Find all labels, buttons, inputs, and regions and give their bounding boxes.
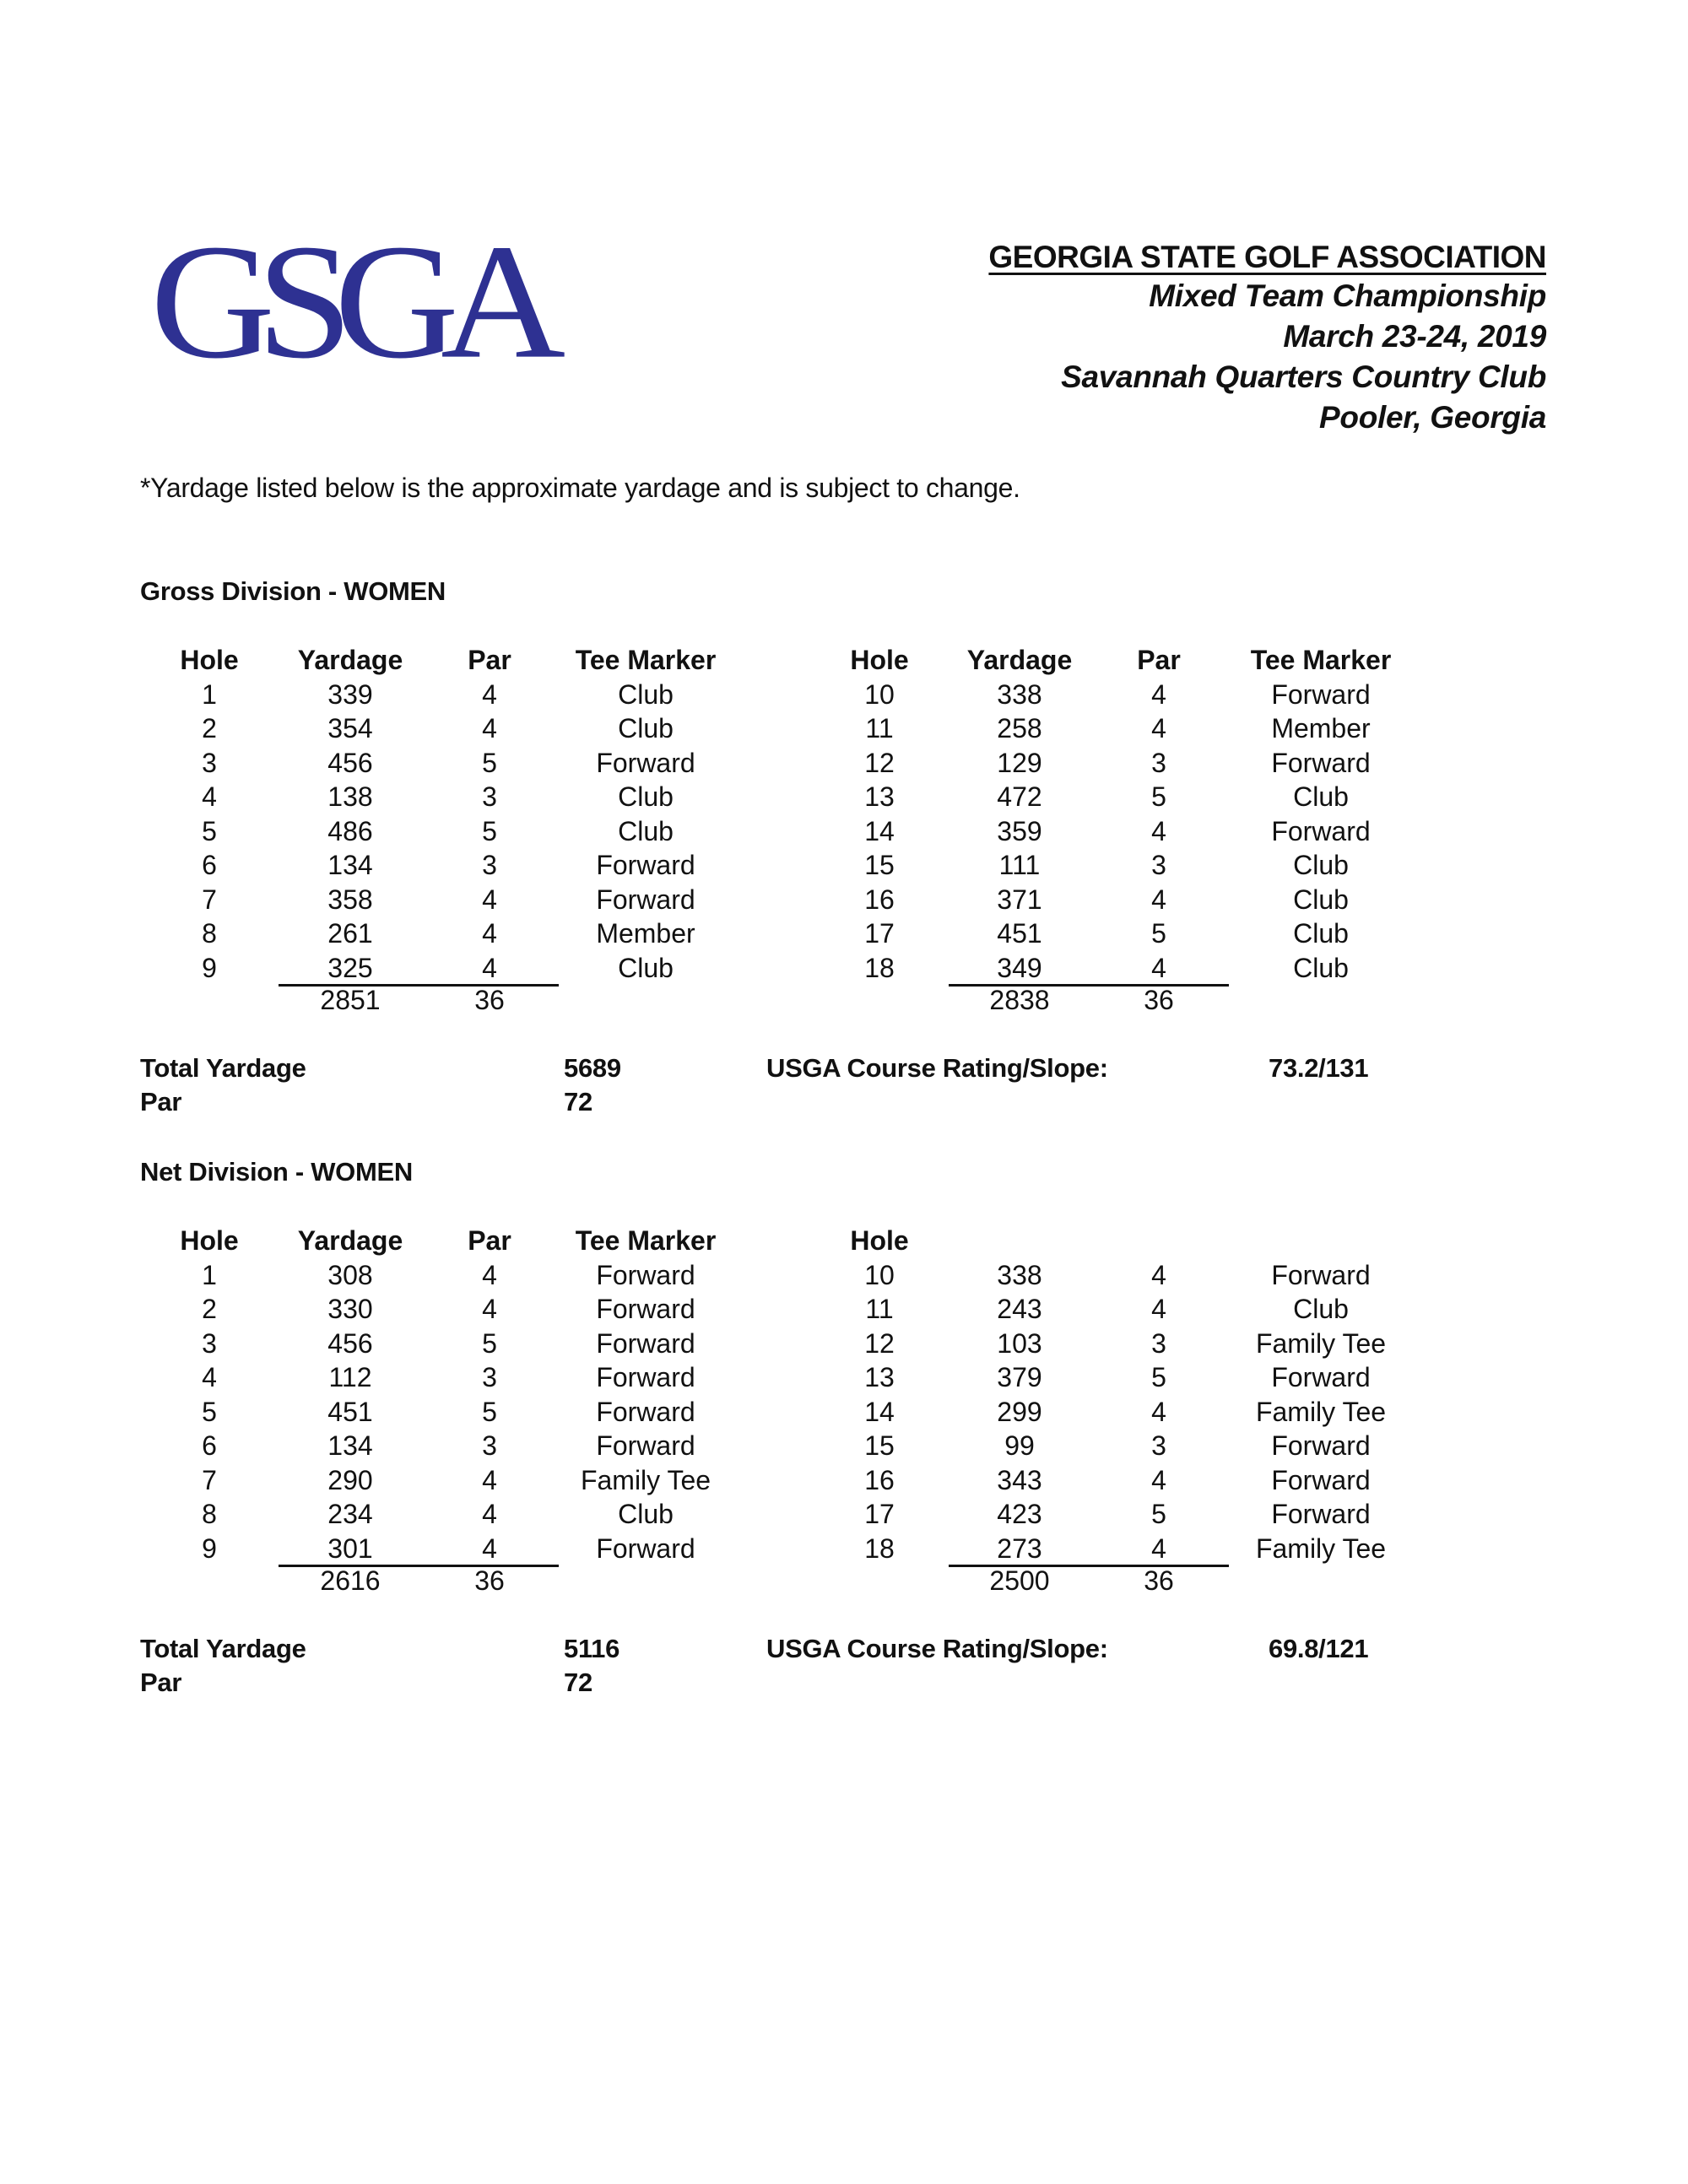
yardage-cell: 339	[327, 678, 373, 710]
hole-cell: 16	[864, 1464, 895, 1495]
tee-marker-cell: Forward	[1271, 1499, 1371, 1529]
par-cell: 4	[1151, 884, 1166, 915]
tee-marker-cell: Family Tee	[1255, 1396, 1387, 1427]
hole-cell: 12	[864, 747, 895, 778]
yardage-cell: 99	[1004, 1430, 1035, 1461]
yardage-cell: 234	[327, 1499, 373, 1529]
par-cell: 4	[482, 918, 497, 949]
tee-marker-cell: Club	[618, 815, 674, 846]
hole-cell: 11	[865, 713, 894, 743]
tee-marker-cell: Forward	[596, 747, 695, 778]
net-summary	[0, 1634, 1688, 1710]
hole-cell: 1	[202, 678, 217, 710]
par-cell: 5	[1151, 918, 1166, 949]
header-par: Par	[468, 1225, 511, 1256]
par-cell: 3	[482, 1362, 497, 1392]
yardage-cell: 134	[327, 850, 373, 880]
table-row	[0, 1463, 1688, 1498]
yardage-cell: 134	[327, 1430, 373, 1461]
total-yardage-label: Total Yardage	[140, 1053, 306, 1083]
tee-marker-cell: Forward	[596, 1327, 695, 1359]
hole-cell: 4	[202, 1362, 217, 1392]
hole-cell: 13	[864, 1362, 895, 1392]
course-rating-value: 69.8/121	[1269, 1634, 1369, 1663]
par-cell: 4	[1151, 713, 1166, 743]
par-cell: 4	[482, 1499, 497, 1529]
yardage-cell: 129	[997, 747, 1042, 778]
tee-marker-cell: Forward	[1271, 1259, 1371, 1290]
header-tee-marker: Tee Marker	[575, 645, 717, 675]
tee-marker-cell: Forward	[596, 1362, 695, 1392]
tee-marker-cell: Club	[618, 678, 674, 710]
total-yardage-label: Total Yardage	[140, 1634, 306, 1663]
header-yardage: Yardage	[297, 1225, 403, 1256]
par-cell: 3	[1151, 850, 1166, 880]
yardage-cell: 456	[327, 1327, 373, 1359]
document-header	[988, 239, 1546, 438]
subtotal-yardage: 2851	[320, 985, 381, 1015]
table-row	[0, 1532, 1688, 1566]
par-cell: 4	[482, 1294, 497, 1324]
subtotal-par: 36	[474, 985, 505, 1015]
par-cell: 4	[1151, 952, 1166, 983]
hole-cell: 10	[864, 1259, 895, 1290]
par-cell: 4	[482, 678, 497, 710]
par-cell: 5	[1151, 1362, 1166, 1392]
yardage-cell: 371	[997, 884, 1042, 915]
par-cell: 4	[482, 1259, 497, 1290]
tee-marker-cell: Club	[1293, 1294, 1349, 1324]
par-cell: 4	[1151, 1533, 1166, 1564]
tee-marker-cell: Club	[1293, 884, 1349, 915]
tee-marker-cell: Member	[596, 918, 695, 949]
table-row	[0, 883, 1688, 917]
header-hole: Hole	[180, 645, 239, 675]
table-row	[0, 1258, 1688, 1293]
hole-cell: 8	[202, 1499, 217, 1529]
yardage-cell: 359	[997, 815, 1042, 846]
tee-marker-cell: Club	[618, 781, 674, 812]
yardage-cell: 338	[997, 1259, 1042, 1290]
tee-marker-cell: Forward	[1271, 1464, 1371, 1495]
tee-marker-cell: Forward	[596, 1294, 695, 1324]
course-rating-label: USGA Course Rating/Slope:	[766, 1634, 1108, 1663]
table-row	[0, 1360, 1688, 1395]
total-yardage-value: 5116	[564, 1634, 620, 1663]
venue-name: Savannah Quarters Country Club	[1061, 359, 1546, 394]
yardage-cell: 354	[327, 713, 373, 743]
par-cell: 3	[482, 1430, 497, 1461]
hole-cell: 7	[202, 1464, 217, 1495]
yardage-cell: 472	[997, 781, 1042, 812]
tee-marker-cell: Forward	[596, 1259, 695, 1290]
table-row	[0, 780, 1688, 814]
subtotal-par: 36	[474, 1565, 505, 1596]
tee-marker-cell: Forward	[1271, 678, 1371, 710]
table-row	[0, 814, 1688, 849]
hole-cell: 9	[202, 952, 217, 983]
header-tee-marker: Tee Marker	[575, 1225, 717, 1256]
yardage-cell: 358	[327, 884, 373, 915]
yardage-cell: 103	[997, 1327, 1042, 1359]
event-name: Mixed Team Championship	[1149, 278, 1546, 313]
table-body	[0, 678, 1688, 986]
yardage-cell: 349	[997, 952, 1042, 983]
par-cell: 5	[482, 1327, 497, 1359]
par-cell: 4	[1151, 815, 1166, 846]
yardage-cell: 423	[997, 1499, 1042, 1529]
table-row	[0, 916, 1688, 951]
tee-marker-cell: Club	[618, 952, 674, 983]
organization-name: GEORGIA STATE GOLF ASSOCIATION	[988, 240, 1546, 274]
hole-cell: 6	[202, 850, 217, 880]
par-label: Par	[140, 1668, 182, 1697]
gross-summary	[0, 1053, 1688, 1129]
hole-cell: 17	[864, 1499, 895, 1529]
hole-cell: 15	[864, 850, 895, 880]
table-row	[0, 678, 1688, 712]
tee-marker-cell: Family Tee	[1255, 1533, 1387, 1564]
par-cell: 4	[1151, 1396, 1166, 1427]
tee-marker-cell: Club	[1293, 850, 1349, 880]
course-rating-value: 73.2/131	[1269, 1053, 1369, 1083]
hole-cell: 5	[202, 815, 217, 846]
par-value: 72	[564, 1668, 592, 1697]
table-row	[0, 1429, 1688, 1463]
hole-cell: 2	[202, 713, 217, 743]
tee-marker-cell: Forward	[596, 1430, 695, 1461]
tee-marker-cell: Forward	[596, 850, 695, 880]
tee-marker-cell: Forward	[1271, 1362, 1371, 1392]
tee-marker-cell: Forward	[596, 1396, 695, 1427]
hole-cell: 13	[864, 781, 895, 812]
hole-cell: 6	[202, 1430, 217, 1461]
yardage-disclaimer: *Yardage listed below is the approximate yardage and is subject to change.	[140, 473, 1020, 503]
yardage-cell: 243	[997, 1294, 1042, 1324]
hole-cell: 8	[202, 918, 217, 949]
yardage-cell: 301	[327, 1533, 373, 1564]
yardage-cell: 112	[328, 1362, 372, 1392]
yardage-cell: 343	[997, 1464, 1042, 1495]
par-cell: 4	[482, 1464, 497, 1495]
hole-cell: 18	[864, 1533, 895, 1564]
par-cell: 4	[482, 1533, 497, 1564]
hole-cell: 3	[202, 747, 217, 778]
table-row	[0, 746, 1688, 781]
header-yardage: Yardage	[966, 645, 1073, 675]
par-label: Par	[140, 1087, 182, 1116]
yardage-cell: 330	[327, 1294, 373, 1324]
header-hole: Hole	[180, 1225, 239, 1256]
table-row	[0, 1327, 1688, 1361]
hole-cell: 11	[865, 1294, 894, 1324]
hole-cell: 16	[864, 884, 895, 915]
hole-cell: 1	[202, 1259, 217, 1290]
tee-marker-cell: Forward	[596, 884, 695, 915]
header-tee-marker: Tee Marker	[1250, 645, 1392, 675]
tee-marker-cell: Member	[1271, 713, 1371, 743]
par-cell: 4	[1151, 1294, 1166, 1324]
subtotal-yardage: 2500	[989, 1565, 1050, 1596]
par-cell: 3	[482, 781, 497, 812]
tee-marker-cell: Family Tee	[580, 1464, 711, 1495]
yardage-cell: 486	[327, 815, 373, 846]
hole-cell: 17	[864, 918, 895, 949]
table-header-row	[0, 1224, 1688, 1258]
hole-cell: 9	[202, 1533, 217, 1564]
hole-cell: 18	[864, 952, 895, 983]
table-row	[0, 1395, 1688, 1430]
hole-cell: 4	[202, 781, 217, 812]
hole-cell: 3	[202, 1327, 217, 1359]
par-cell: 4	[482, 952, 497, 983]
table-header-row	[0, 643, 1688, 678]
subtotal-yardage: 2838	[989, 985, 1050, 1015]
par-cell: 3	[1151, 747, 1166, 778]
par-cell: 5	[1151, 1499, 1166, 1529]
table-row	[0, 1292, 1688, 1327]
hole-cell: 14	[864, 1396, 895, 1427]
total-yardage-value: 5689	[564, 1053, 621, 1083]
hole-cell: 14	[864, 815, 895, 846]
par-cell: 4	[1151, 1259, 1166, 1290]
hole-cell: 7	[202, 884, 217, 915]
tee-marker-cell: Forward	[1271, 815, 1371, 846]
par-cell: 5	[482, 1396, 497, 1427]
table-row	[0, 951, 1688, 986]
yardage-cell: 299	[997, 1396, 1042, 1427]
tee-marker-cell: Forward	[596, 1533, 695, 1564]
par-cell: 3	[1151, 1430, 1166, 1461]
yardage-cell: 138	[327, 781, 373, 812]
table-row	[0, 711, 1688, 746]
par-cell: 4	[482, 713, 497, 743]
yardage-cell: 451	[997, 918, 1042, 949]
yardage-cell: 338	[997, 678, 1042, 710]
yardage-cell: 451	[327, 1396, 373, 1427]
event-dates: March 23-24, 2019	[1283, 319, 1546, 354]
par-cell: 3	[1151, 1327, 1166, 1359]
tee-marker-cell: Club	[1293, 781, 1349, 812]
hole-cell: 2	[202, 1294, 217, 1324]
tee-marker-cell: Family Tee	[1255, 1327, 1387, 1359]
par-cell: 5	[1151, 781, 1166, 812]
gsga-logo: GSGA	[150, 210, 548, 393]
par-cell: 5	[482, 815, 497, 846]
yardage-cell: 308	[327, 1259, 373, 1290]
subtotal-par: 36	[1144, 1565, 1174, 1596]
par-cell: 5	[482, 747, 497, 778]
yardage-cell: 261	[327, 918, 373, 949]
tee-marker-cell: Club	[618, 1499, 674, 1529]
subtotal-yardage: 2616	[320, 1565, 381, 1596]
yardage-cell: 273	[997, 1533, 1042, 1564]
yardage-cell: 456	[327, 747, 373, 778]
par-cell: 4	[1151, 1464, 1166, 1495]
subtotal-row	[0, 1564, 1688, 1598]
yardage-cell: 258	[997, 713, 1042, 743]
venue-location: Pooler, Georgia	[1319, 400, 1546, 435]
header-hole: Hole	[850, 645, 909, 675]
header-yardage: Yardage	[297, 645, 403, 675]
gross-division-title: Gross Division - WOMEN	[140, 576, 446, 606]
par-cell: 3	[482, 850, 497, 880]
par-cell: 4	[1151, 678, 1166, 710]
header-par: Par	[468, 645, 511, 675]
subtotal-row	[0, 983, 1688, 1018]
tee-marker-cell: Club	[1293, 952, 1349, 983]
yardage-cell: 111	[998, 850, 1041, 880]
table-row	[0, 1497, 1688, 1532]
yardage-cell: 325	[327, 952, 373, 983]
par-value: 72	[564, 1087, 592, 1116]
subtotal-par: 36	[1144, 985, 1174, 1015]
table-body	[0, 1258, 1688, 1566]
hole-cell: 12	[864, 1327, 895, 1359]
tee-marker-cell: Club	[1293, 918, 1349, 949]
par-cell: 4	[482, 884, 497, 915]
header-hole: Hole	[850, 1225, 909, 1256]
hole-cell: 10	[864, 678, 895, 710]
yardage-cell: 379	[997, 1362, 1042, 1392]
hole-cell: 15	[864, 1430, 895, 1461]
table-row	[0, 848, 1688, 883]
tee-marker-cell: Club	[618, 713, 674, 743]
yardage-cell: 290	[327, 1464, 373, 1495]
header-par: Par	[1137, 645, 1181, 675]
course-rating-label: USGA Course Rating/Slope:	[766, 1053, 1108, 1083]
tee-marker-cell: Forward	[1271, 1430, 1371, 1461]
hole-cell: 5	[202, 1396, 217, 1427]
tee-marker-cell: Forward	[1271, 747, 1371, 778]
net-division-title: Net Division - WOMEN	[140, 1157, 413, 1187]
